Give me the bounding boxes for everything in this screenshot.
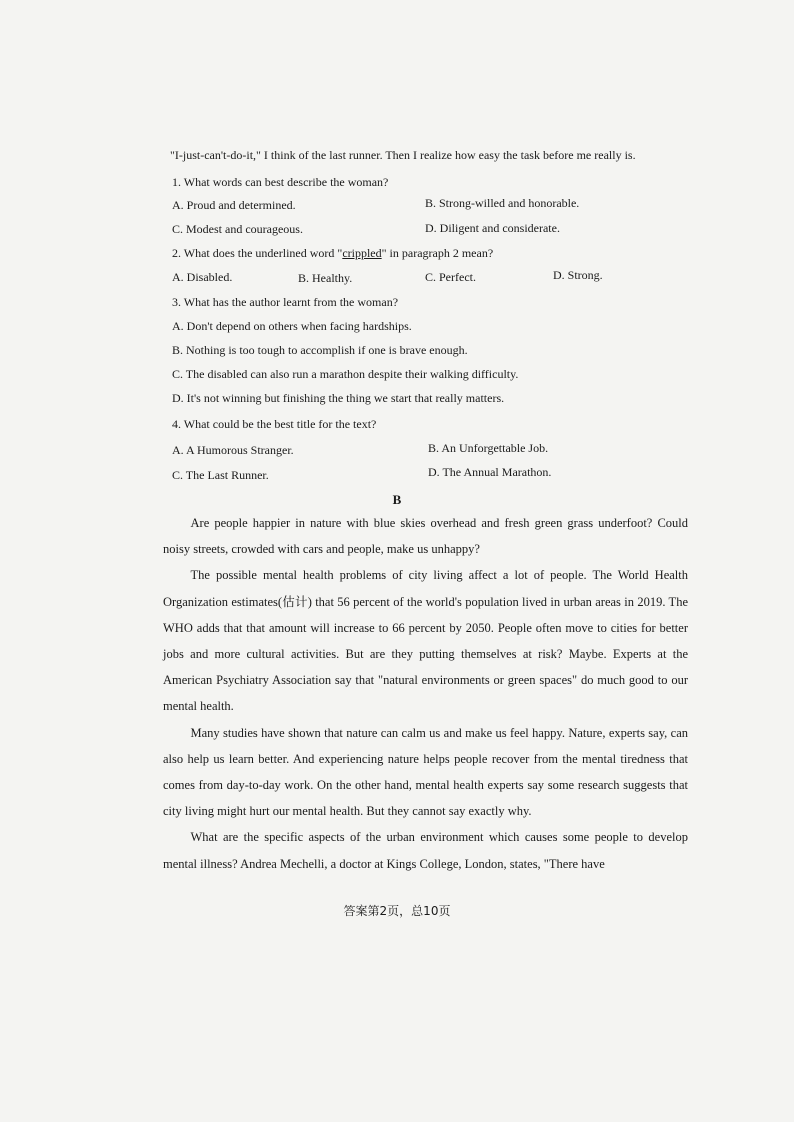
page-footer: 答案第2页，总10页 — [343, 904, 451, 918]
question-4-option-c: C. The Last Runner. — [172, 468, 269, 482]
question-4-stem: 4. What could be the best title for the text? — [172, 417, 377, 431]
question-3-option-a: A. Don't depend on others when facing hardships. — [172, 319, 412, 333]
question-3-option-c: C. The disabled can also run a marathon despite their walking difficulty. — [172, 367, 519, 381]
question-3-option-b: B. Nothing is too tough to accomplish if one is brave enough. — [172, 343, 468, 357]
passage-b — [163, 510, 688, 877]
question-2-option-d: D. Strong. — [553, 268, 603, 282]
question-2-option-a: A. Disabled. — [172, 270, 233, 284]
passage-paragraph: What are the specific aspects of the urban environment which causes some people to develop mental illness? Andrea Mechelli, a doctor at Kings College, London, states, "There have — [163, 830, 688, 871]
question-1-option-c: C. Modest and courageous. — [172, 222, 303, 236]
passage-paragraph: Are people happier in nature with blue skies overhead and fresh green grass underfoot? Could noisy streets, crowded with cars and people, make us unhappy? — [163, 516, 688, 557]
question-2-option-b: B. Healthy. — [298, 271, 353, 285]
section-heading-b: B — [392, 492, 402, 507]
question-1-option-a: A. Proud and determined. — [172, 198, 296, 212]
question-1-option-b: B. Strong-willed and honorable. — [425, 196, 580, 210]
question-4-option-b: B. An Unforgettable Job. — [428, 441, 549, 455]
question-3-option-d: D. It's not winning but finishing the thing we start that really matters. — [172, 391, 505, 405]
question-2-option-c: C. Perfect. — [425, 270, 476, 284]
passage-paragraph: The possible mental health problems of city living affect a lot of people. The World Health Organization estimates(估计) that 56 percent of the world's population lived in urban areas in 2019. The WHO adds that that amount will increase to 66 percent by 2050. People often move to cities for better jobs and more cultural activities. But are they putting themselves at risk? Maybe. Experts at the American Psychiatry Association say that "natural environments or green spaces" do much good to our mental health. — [163, 568, 688, 714]
question-1-stem: 1. What words can best describe the woman? — [172, 175, 389, 189]
intro-line: "I-just-can't-do-it," I think of the last runner. Then I realize how easy the task before me really is. — [170, 148, 636, 162]
question-4-option-a: A. A Humorous Stranger. — [172, 443, 294, 457]
question-2-stem: 2. What does the underlined word "crippled" in paragraph 2 mean? — [172, 246, 494, 260]
question-4-option-d: D. The Annual Marathon. — [428, 465, 552, 479]
question-3-stem: 3. What has the author learnt from the woman? — [172, 295, 399, 309]
passage-paragraph: Many studies have shown that nature can calm us and make us feel happy. Nature, experts say, can also help us learn better. And experiencing nature helps people recover from the mental tiredness that comes from day-to-day work. On the other hand, mental health experts say some research suggests that city living might hurt our mental health. But they cannot say exactly why. — [163, 725, 688, 819]
question-1-option-d: D. Diligent and considerate. — [425, 221, 560, 235]
